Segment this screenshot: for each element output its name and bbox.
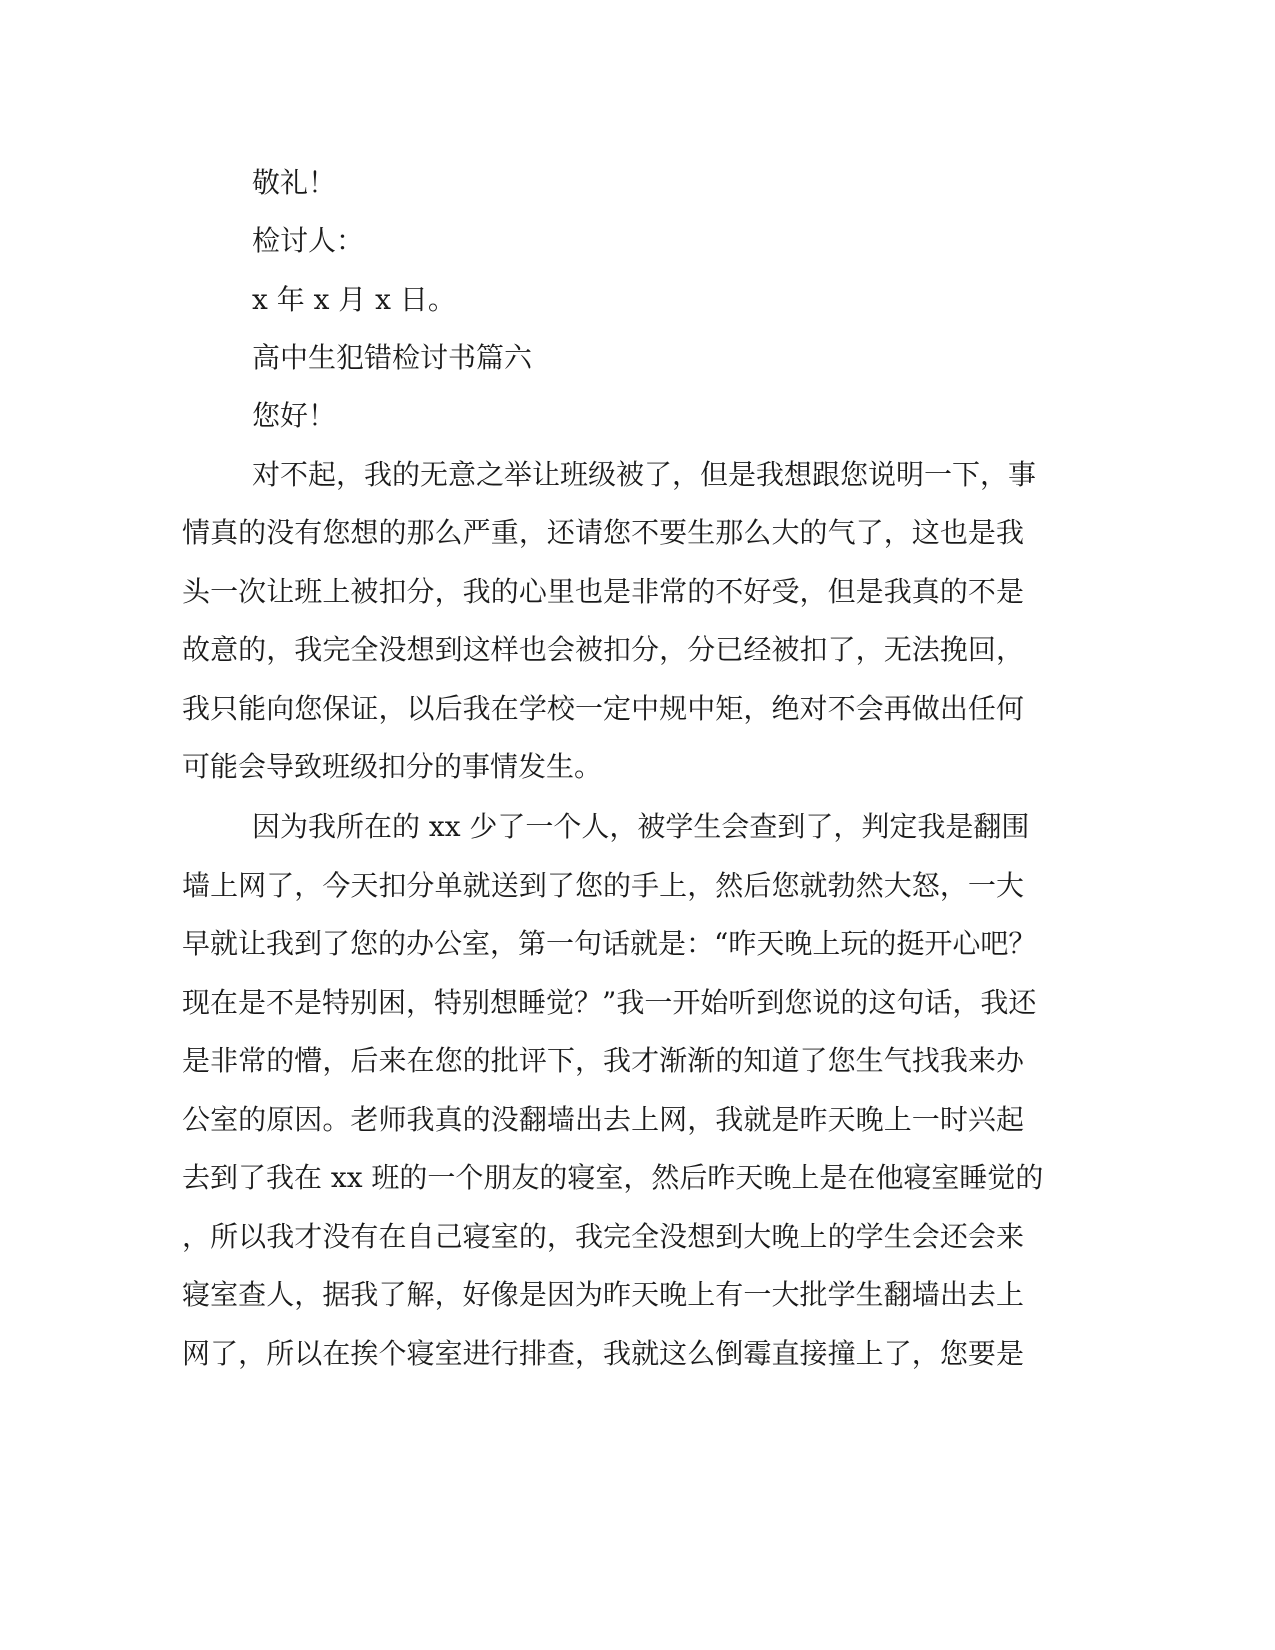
paragraph-line: 我只能向您保证，以后我在学校一定中规中矩，绝对不会再做出任何 [182, 692, 1024, 725]
closing-salutation: 敬礼！ [252, 166, 337, 199]
date-line: x 年 x 月 x 日。 [252, 283, 456, 316]
paragraph-line: 寝室查人，据我了解，好像是因为昨天晚上有一大批学生翻墙出去上 [182, 1278, 1024, 1311]
paragraph-line: 头一次让班上被扣分，我的心里也是非常的不好受，但是我真的不是 [182, 575, 1024, 608]
paragraph-line: 现在是不是特别困，特别想睡觉？”我一开始听到您说的这句话，我还 [182, 986, 1037, 1019]
paragraph-line: 墙上网了，今天扣分单就送到了您的手上，然后您就勃然大怒，一大 [182, 869, 1024, 902]
paragraph-line: 网了，所以在挨个寝室进行排查，我就这么倒霉直接撞上了，您要是 [182, 1337, 1024, 1370]
paragraph-line: 公室的原因。老师我真的没翻墙出去上网，我就是昨天晚上一时兴起 [182, 1103, 1024, 1136]
paragraph-line: 早就让我到了您的办公室，第一句话就是：“昨天晚上玩的挺开心吧？ [182, 927, 1037, 960]
section-title: 高中生犯错检讨书篇六 [252, 341, 533, 374]
paragraph-line: 去到了我在 xx 班的一个朋友的寝室，然后昨天晚上是在他寝室睡觉的 [182, 1161, 1044, 1194]
signer-label: 检讨人： [252, 224, 365, 257]
paragraph-line: 故意的，我完全没想到这样也会被扣分，分已经被扣了，无法挽回， [182, 633, 1024, 666]
paragraph-line: 是非常的懵，后来在您的批评下，我才渐渐的知道了您生气找我来办 [182, 1044, 1024, 1077]
greeting: 您好！ [252, 399, 337, 432]
paragraph-line: 因为我所在的 xx 少了一个人，被学生会查到了，判定我是翻围 [252, 810, 1030, 843]
paragraph-line: 可能会导致班级扣分的事情发生。 [182, 750, 603, 783]
paragraph-line: 情真的没有您想的那么严重，还请您不要生那么大的气了，这也是我 [182, 516, 1024, 549]
paragraph-line: ，所以我才没有在自己寝室的，我完全没想到大晚上的学生会还会来 [182, 1220, 1024, 1253]
paragraph-line: 对不起，我的无意之举让班级被了，但是我想跟您说明一下，事 [252, 458, 1037, 491]
